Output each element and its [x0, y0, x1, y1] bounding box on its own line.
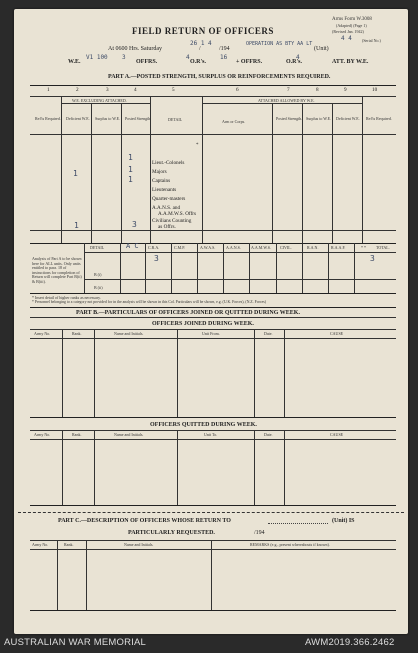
part-c-line1: PART C.—DESCRIPTION OF OFFICERS WHOSE RETURN TO — [58, 518, 231, 524]
col-num: 10 — [372, 87, 378, 93]
part-a-title: PART A.—POSTED STRENGTH, SURPLUS OR REINFORCEMENTS REQUIRED. — [108, 74, 331, 80]
ink-offrs: 4 — [186, 54, 190, 61]
quitted-col-cause: CAUSE — [330, 432, 344, 437]
rank-lieutenants: Lieutenants — [152, 187, 177, 193]
quitted-col-army: Army No. — [34, 432, 51, 437]
rank-civilians-2: as Offrs. — [158, 224, 176, 230]
we-excl-header: W.E. EXCLUDING ATTACHED. — [72, 98, 127, 103]
ink-ors2: 4 — [296, 54, 300, 61]
offrs-label: OFFRS. — [136, 59, 158, 65]
quitted-col-rank: Rank. — [72, 432, 82, 437]
h-posted-att: Posted Strength. — [276, 116, 303, 121]
posted-1: 1 — [128, 153, 133, 162]
c-col-rank: Rank. — [64, 542, 74, 547]
an-ink-cra: 3 — [154, 254, 159, 263]
joined-col-army: Army No. — [34, 331, 51, 336]
ink-we-b: 3 — [122, 54, 126, 61]
unit-label: (Unit) — [314, 46, 329, 52]
joined-col-unit: Unit From. — [202, 331, 220, 336]
rank-majors: Majors — [152, 169, 167, 175]
h-deficient-att: Deficient W.E. — [336, 116, 360, 121]
joined-col-name: Name and Initials. — [114, 331, 144, 336]
an-col-cra: C.R.A. — [148, 245, 160, 250]
plus-offrs-label: + OFFRS. — [236, 59, 263, 65]
an-col-other: * * — [361, 245, 366, 250]
an-col-raaf: R.A.A.F. — [331, 245, 346, 250]
an-col-ran: R.A.N. — [307, 245, 319, 250]
form-ref-line1: Arms Form W.3008 — [332, 17, 372, 22]
h-refts-att: Ref'ts Required. — [366, 116, 392, 121]
h-surplus-att: Surplus to W.E. — [306, 116, 332, 121]
ors2-label: O.R's. — [286, 59, 303, 65]
an-ink-label: A C — [126, 242, 139, 250]
ink-ors: 16 — [220, 54, 228, 61]
form-sheet — [14, 9, 408, 634]
an-col-total: TOTAL. — [376, 245, 390, 250]
part-c-unit: (Unit) IS — [332, 518, 355, 524]
rank-aans: A.A.N.S. and — [152, 205, 181, 211]
rank-ltcol: Lieut.-Colonels — [152, 160, 185, 166]
an-row-b1: B (i) — [94, 272, 102, 277]
we-label: W.E. — [68, 59, 81, 65]
ink-unit: OPERATION AS BTY AA LT — [246, 41, 313, 47]
date-year: /194 — [219, 46, 230, 52]
note-1: * Insert detail of higher ranks as necessary. — [32, 295, 101, 300]
col-num: 2 — [76, 87, 79, 93]
quitted-col-date: Date. — [264, 432, 273, 437]
col-num: 3 — [106, 87, 109, 93]
asterisk: * — [196, 143, 199, 148]
col-num: 1 — [47, 87, 50, 93]
allowed-header: ATTACHED ALLOWED BY W.E. — [258, 98, 315, 103]
part-b-title: PART B.—PARTICULARS OF OFFICERS JOINED OR QUITTED DURING WEEK. — [76, 310, 300, 316]
col-num: 6 — [236, 87, 239, 93]
posted-3: 1 — [128, 175, 133, 184]
date-line-label: At 0600 Hrs. Saturday — [108, 46, 162, 52]
total-ref: 1 — [74, 221, 79, 230]
h-posted: Posted Strength. — [125, 116, 152, 121]
quitted-col-name: Name and Initials. — [114, 432, 144, 437]
ink-we-a: V1 100 — [86, 54, 108, 61]
c-col-army: Army No. — [32, 542, 49, 547]
joined-col-cause: CAUSE — [330, 331, 344, 336]
quitted-title: OFFICERS QUITTED DURING WEEK. — [150, 422, 257, 428]
detail-header: DETAIL — [168, 117, 183, 122]
footer-left: AUSTRALIAN WAR MEMORIAL — [4, 637, 147, 648]
att-label: ATT. BY W.E. — [332, 59, 369, 65]
an-row-b2: B (ii) — [94, 285, 103, 290]
rank-qm: Quarter-masters — [152, 196, 186, 202]
rank-civilians: Civilians Counting — [152, 218, 192, 224]
rank-aamws: A.A.M.W.S. Offrs — [158, 211, 197, 217]
col-num: 5 — [172, 87, 175, 93]
form-ref-line2: (Adapted) (Page 1) — [336, 23, 367, 28]
h-deficient: Deficient W.E. — [66, 116, 90, 121]
arm-corps-header: Arm or Corps. — [222, 119, 246, 124]
joined-col-date: Date. — [264, 331, 273, 336]
total-posted: 3 — [132, 220, 137, 229]
note-2: * Personnel belonging to a category not provided for in the analysis will be shown in this Col. Particulars will be shown, e.g. (U.K. Forces), (N.Z. Forces) — [32, 300, 266, 304]
footer-right: AWM2019.366.2462 — [305, 637, 395, 648]
ors-label: O.R's. — [190, 59, 207, 65]
an-ink-total: 3 — [370, 254, 375, 263]
ink-date: 26 1 4 — [190, 40, 212, 47]
c-col-remarks: REMARKS (e.g., present whereabouts if known). — [250, 542, 330, 547]
col-num: 9 — [344, 87, 347, 93]
part-c-year: /194 — [254, 530, 265, 536]
rank-captains: Captains — [152, 178, 171, 184]
posted-2: 1 — [128, 165, 133, 174]
an-col-aamws: A.A.M.W.S. — [251, 245, 271, 250]
joined-title: OFFICERS JOINED DURING WEEK. — [152, 321, 254, 327]
form-ref-line3: (Revised Jan. 1942) — [332, 29, 364, 34]
h-surplus: Surplus to W.E. — [95, 116, 121, 121]
analysis-note: Analysis of Part A to be shown here for ALL units. Only units entitled to para. 18 of instructions for completion of Return will complete Part B(ii) & B(iii). — [32, 256, 82, 284]
h-refts: Ref'ts Required. — [35, 116, 61, 121]
joined-col-rank: Rank. — [72, 331, 82, 336]
an-col-awas: A.W.A.S. — [200, 245, 216, 250]
deficient-value: 1 — [73, 169, 78, 178]
an-col-civil: CIVIL. — [280, 245, 292, 250]
ink-top-right: 4 4 — [341, 35, 352, 42]
col-num: 8 — [316, 87, 319, 93]
form-title: FIELD RETURN OF OFFICERS — [132, 26, 274, 36]
col-num: 4 — [134, 87, 137, 93]
c-col-name: Name and Initials. — [124, 542, 154, 547]
an-col-aans: A.A.N.S. — [226, 245, 241, 250]
an-detail: DETAIL — [90, 245, 105, 250]
col-num: 7 — [287, 87, 290, 93]
quitted-col-unit: Unit To. — [204, 432, 218, 437]
serial-no: (Serial No.) — [362, 38, 381, 43]
date-slash: / — [199, 46, 201, 52]
an-col-cmp: C.M.P. — [174, 245, 186, 250]
part-c-line2: PARTICULARLY REQUESTED. — [128, 530, 215, 536]
